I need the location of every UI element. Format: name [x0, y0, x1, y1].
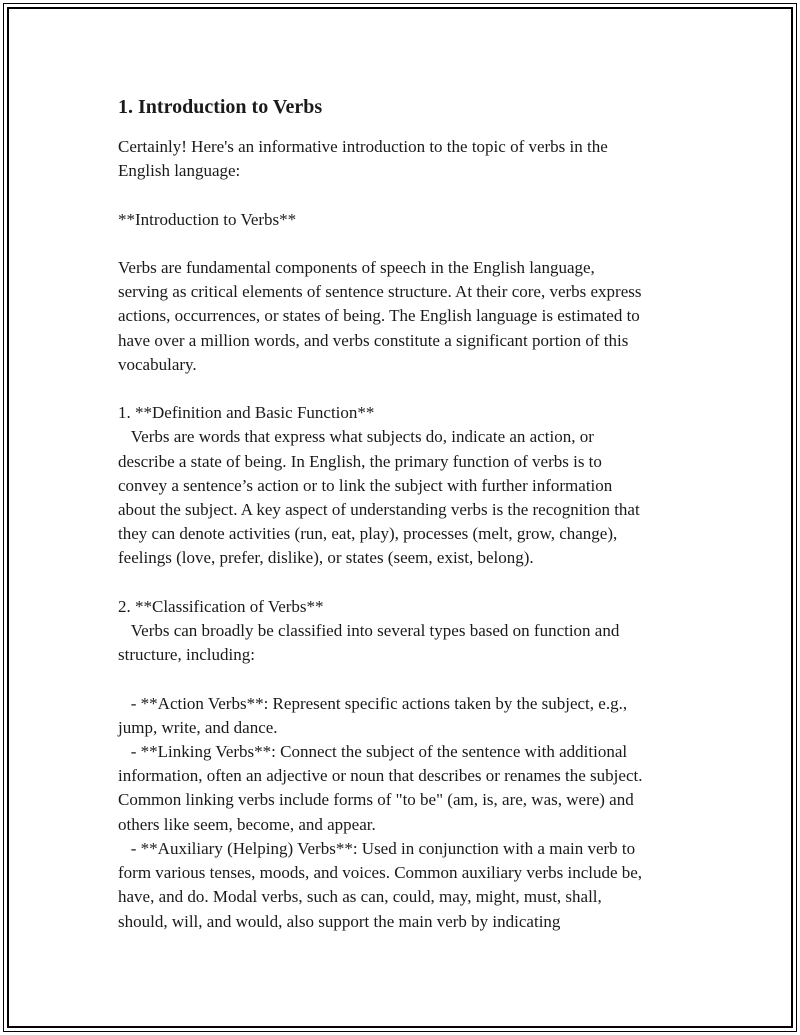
document-body-text: Certainly! Here's an informative introduction to the topic of verbs in the English language: **Introduction to Verbs** Verbs are fundamental components of speech in the English language, serving as critical elements of sentence structure. At their core, verbs express actions, occurrences, or states of being. The English language is estimated to have over a million words, and verbs constitute a significant portion of this vocabulary. 1. **Definition and Basic Function** Verbs are words that express what subjects do, indicate an action, or describe a state of being. In English, the primary function of verbs is to convey a sentence’s action or to link the subject with further information about the subject. A key aspect of understanding verbs is the recognition that they can denote activities (run, eat, play), processes (melt, grow, change), feelings (love, prefer, dislike), or states (seem, exist, belong). 2. **Classification of Verbs** Verbs can broadly be classified into several types based on function and structure, including: - **Action Verbs**: Represent specific actions taken by the subject, e.g., jump, write, and dance. - **Linking Verbs**: Connect the subject of the sentence with additional information, often an adjective or noun that describes or renames the subject. Common linking verbs include forms of "to be" (am, is, are, was, were) and others like seem, become, and appear. - **Auxiliary (Helping) Verbs**: Used in conjunction with a main verb to form various tenses, moods, and voices. Common auxiliary verbs include be, have, and do. Modal verbs, such as can, could, may, might, must, shall, should, will, and would, also support the main verb by indicating: [118, 137, 643, 931]
section-heading: 1. Introduction to Verbs: [118, 96, 323, 118]
document-content: [118, 94, 698, 934]
